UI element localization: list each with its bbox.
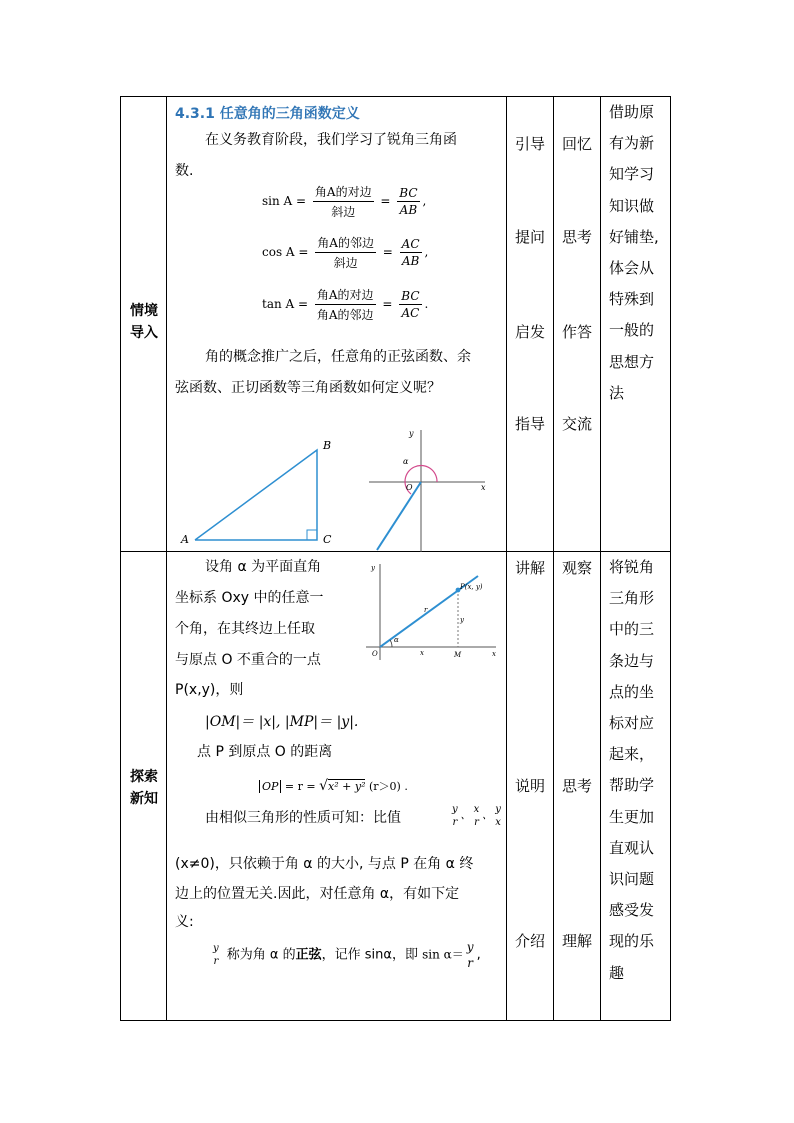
intro-text: 在义务教育阶段，我们学习了锐角三角函 — [205, 132, 457, 148]
student-activity: 作答 — [561, 323, 592, 341]
design-intent-text: 借助原有为新知学习知识做好铺垫,体会从特殊到一般的思想方法 — [609, 103, 659, 402]
student-activity: 回忆 — [561, 135, 592, 153]
design-intent-text: 将锐角三角形中的三条边与点的坐标对应起来，帮助学生更加直观认识问题感受发现的乐趣 — [609, 558, 655, 982]
op-formula: OP = r = √x² + y² (r＞0) . — [259, 778, 408, 794]
vertex-label-c: C — [323, 533, 332, 545]
alpha-label: α — [403, 457, 409, 466]
teacher-activity: 说明 — [514, 777, 545, 795]
design-intent-cell — [601, 552, 671, 1021]
vertex-label-a: A — [181, 533, 189, 545]
tan-formula: tan A = $\frac{\text{角A的对边}}{\text{角A的邻边}}$ = $\frac{BC}{AC}$ . — [262, 288, 429, 322]
teacher-activity: 介绍 — [514, 932, 545, 950]
section-label-cell — [121, 97, 167, 552]
explore-text: P(x,y)，则 — [175, 682, 244, 698]
teacher-activity-cell — [507, 97, 554, 552]
section-label-line: 导入 — [130, 325, 158, 341]
x-length-label: x — [420, 649, 424, 657]
teacher-activity-cell — [507, 552, 554, 1021]
sqrt-icon: √ — [319, 778, 329, 794]
explore-text: 个角，在其终边上任取 — [175, 621, 315, 637]
section-label-line: 新知 — [130, 791, 158, 807]
r-label: r — [424, 606, 428, 614]
teacher-activity: 指导 — [514, 415, 545, 433]
content-cell — [167, 552, 507, 1021]
question-text: 角的概念推广之后，任意角的正弦函数、余 — [205, 349, 471, 365]
cos-formula: cos A = $\frac{\text{角A的邻边}}{\text{斜边}}$ = $\frac{AC}{AB}$ , — [262, 236, 429, 270]
distance-text: 点 P 到原点 O 的距离 — [197, 744, 333, 760]
row-situation — [121, 97, 671, 552]
origin-label: O — [406, 483, 413, 492]
ratio-text: 由相似三角形的性质可知：比值 — [205, 810, 401, 826]
vertex-label-b: B — [323, 439, 332, 452]
intro-text: 数. — [175, 163, 194, 179]
student-activity: 思考 — [561, 228, 592, 246]
y-length-label: y — [460, 616, 464, 624]
section-label-line: 情境 — [130, 303, 158, 319]
design-intent-cell — [601, 97, 671, 552]
terminal-side — [377, 482, 421, 550]
lesson-title: 4.3.1 任意角的三角函数定义 — [175, 106, 360, 122]
x-axis-label: x — [492, 650, 496, 658]
student-activity-cell — [554, 552, 601, 1021]
origin-label: O — [372, 650, 378, 658]
teacher-activity: 启发 — [514, 323, 545, 341]
student-activity: 交流 — [561, 415, 592, 433]
condition-text: (x≠0)，只依赖于角 α 的大小, 与点 P 在角 α 终 — [175, 856, 474, 872]
right-angle-mark — [307, 530, 317, 540]
angle-axis-figure — [365, 422, 497, 552]
sine-definition: y r 称为角 α 的正弦，记作 sinα，即 sin α＝ y r , — [213, 940, 481, 970]
teacher-activity: 提问 — [514, 228, 545, 246]
p-label: P(x, y) — [460, 583, 483, 591]
student-activity-cell — [554, 97, 601, 552]
y-axis-label: y — [409, 429, 414, 438]
angle-arc — [390, 640, 392, 647]
student-activity: 思考 — [561, 777, 592, 795]
coordinate-figure — [362, 560, 502, 662]
explore-text: 坐标系 Oxy 中的任意一 — [175, 590, 324, 606]
abs-line: |OM|＝ |x|, |MP|＝ |y|. — [205, 714, 359, 730]
condition-text: 义: — [175, 914, 194, 930]
explore-text: 与原点 O 不重合的一点 — [175, 652, 321, 668]
triangle-sides — [195, 450, 317, 540]
x-axis-label: x — [481, 483, 486, 492]
content-cell — [167, 97, 507, 552]
explore-text: 设角 α 为平面直角 — [205, 559, 322, 575]
m-label: M — [454, 651, 462, 659]
section-label-line: 探索 — [130, 769, 158, 785]
teacher-activity: 讲解 — [514, 559, 545, 577]
condition-text: 边上的位置无关.因此，对任意角 α，有如下定 — [175, 886, 460, 902]
sin-formula: sin A = $\frac{\text{角A的对边}}{\text{斜边}}$ = $\frac{BC}{AB}$ , — [262, 185, 427, 219]
row-explore — [121, 552, 671, 1021]
section-label-cell — [121, 552, 167, 1021]
teacher-activity: 引导 — [514, 135, 545, 153]
question-text: 弦函数、正切函数等三角函数如何定义呢？ — [175, 380, 441, 396]
alpha-label: α — [394, 636, 399, 644]
y-axis-label: y — [371, 564, 375, 572]
student-activity: 观察 — [561, 559, 592, 577]
ratio-fractions: y r 、 x r 、 y x — [452, 804, 501, 828]
lesson-table — [120, 96, 671, 1021]
student-activity: 理解 — [561, 932, 592, 950]
right-triangle-figure — [177, 435, 337, 545]
